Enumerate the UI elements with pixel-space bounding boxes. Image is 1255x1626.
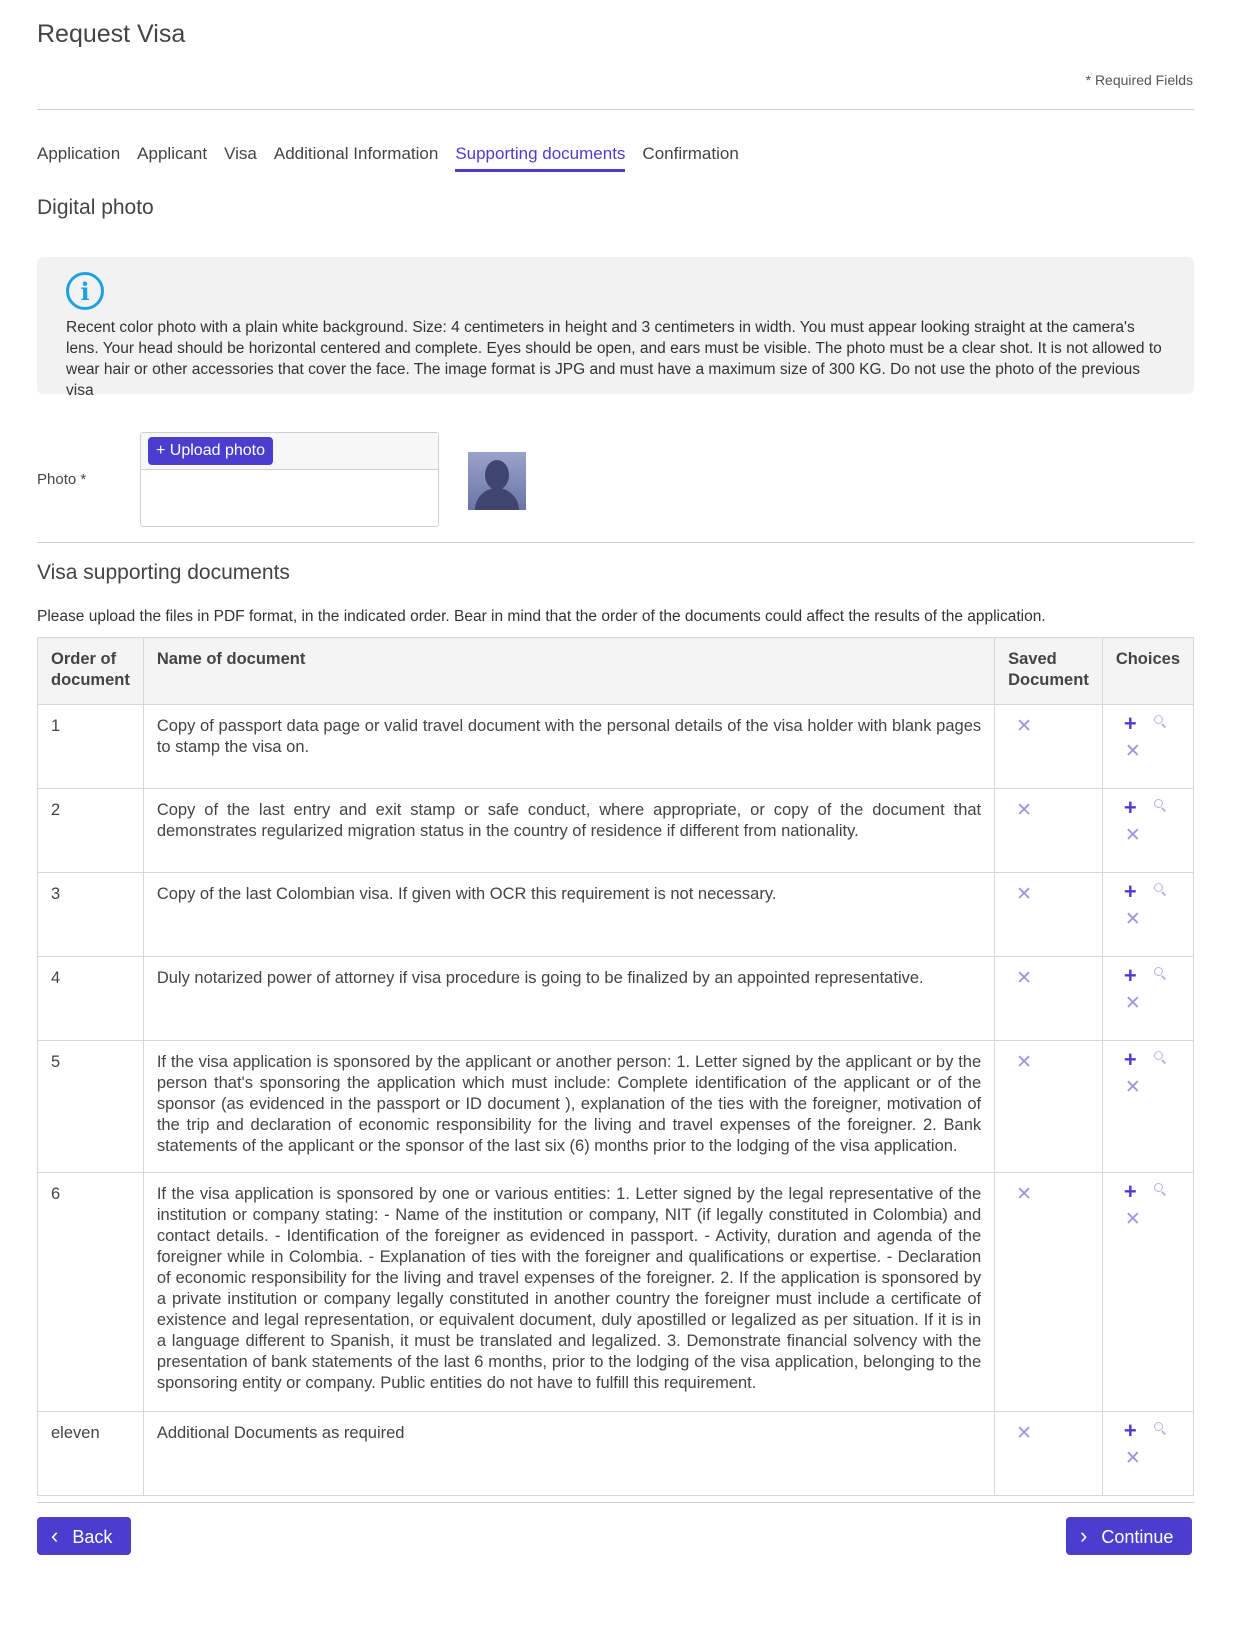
choices-cell	[1102, 705, 1193, 789]
add-document-plus-icon[interactable]: +	[1123, 1418, 1137, 1443]
choices-group	[1116, 1047, 1180, 1104]
choices-cell	[1102, 1173, 1193, 1412]
not-saved-x-icon: ✕	[1016, 716, 1033, 737]
divider	[37, 542, 1194, 543]
table-header-row	[38, 638, 1194, 705]
delete-document-x-icon[interactable]: ✕	[1124, 825, 1141, 846]
upload-instructions: Please upload the files in PDF format, in the indicated order. Bear in mind that the order of the documents could affect the results of the application.	[37, 608, 1046, 625]
document-order: 4	[38, 957, 144, 1041]
table-row	[38, 789, 1194, 873]
document-name: If the visa application is sponsored by the applicant or another person: 1. Letter signed by the applicant or by the person that's sponsoring the application which must include: Complete identification of the applicant or of the sponsor (as evidenced in the passport or ID document ), explanation of the ties with the foreigner, motivation of the trip and declaration of economic responsibility for the living and travel expenses of the foreigner. 2. Bank statements of the applicant or the sponsor of the last six (6) months prior to the lodging of the visa application.	[143, 1041, 994, 1173]
document-name: Additional Documents as required	[143, 1412, 994, 1496]
not-saved-x-icon: ✕	[1016, 1052, 1033, 1073]
saved-document-cell	[995, 1173, 1103, 1412]
not-saved-x-icon: ✕	[1016, 800, 1033, 821]
divider	[37, 109, 1194, 110]
table-row	[38, 705, 1194, 789]
document-name: If the visa application is sponsored by one or various entities: 1. Letter signed by the legal representative of the institution or company stating: - Name of the institution or company, NIT (if legally constituted in Colombia) and contact details. - Identification of the foreigner as evidenced in passport. - Activity, duration and agenda of the foreigner while in Colombia. - Explanation of ties with the foreigner and qualifications or expertise. - Declaration of economic responsibility for the living and travel expenses of the foreigner. 2. If the application is sponsored by a private institution or company legally constituted in another country the foreigner must include a certificate of existence and legal representation, or equivalent document, duly apostilled or legalized as per situation. If it is in a language different to Spanish, it must be translated and legalized. 3. Demonstrate financial solvency with the presentation of bank statements of the last 6 months, prior to the lodging of the visa application, belonging to the sponsoring entity or company. Public entities do not have to fulfill this requirement.	[143, 1173, 994, 1412]
document-order: 2	[38, 789, 144, 873]
avatar-head-shape	[485, 460, 509, 490]
delete-document-x-icon[interactable]: ✕	[1124, 993, 1141, 1014]
column-header-saved: Saved Document	[995, 638, 1103, 705]
saved-document-cell	[995, 1412, 1103, 1496]
search-icon[interactable]	[1154, 1183, 1164, 1193]
choices-group	[1116, 1179, 1180, 1236]
document-order: eleven	[38, 1412, 144, 1496]
delete-document-x-icon[interactable]: ✕	[1124, 909, 1141, 930]
search-icon[interactable]	[1154, 1422, 1164, 1432]
saved-document-cell	[995, 1041, 1103, 1173]
saved-document-cell	[995, 705, 1103, 789]
supporting-documents-heading: Visa supporting documents	[37, 561, 290, 584]
document-name: Duly notarized power of attorney if visa procedure is going to be finalized by an appointed representative.	[143, 957, 994, 1041]
choices-group	[1116, 795, 1180, 852]
upload-photo-button[interactable]	[148, 437, 273, 465]
choices-group	[1116, 1418, 1180, 1475]
photo-info-box	[37, 257, 1194, 399]
add-document-plus-icon[interactable]: +	[1123, 795, 1137, 820]
search-icon[interactable]	[1154, 799, 1164, 809]
table-row	[38, 1412, 1194, 1496]
documents-table	[37, 637, 1194, 1496]
chevron-left-icon: ‹	[51, 1523, 59, 1548]
document-name: Copy of the last Colombian visa. If given with OCR this requirement is not necessary.	[143, 873, 994, 957]
choices-cell	[1102, 789, 1193, 873]
document-order: 5	[38, 1041, 144, 1173]
document-order: 3	[38, 873, 144, 957]
add-document-plus-icon[interactable]: +	[1123, 879, 1137, 904]
choices-cell	[1102, 1412, 1193, 1496]
not-saved-x-icon: ✕	[1016, 1423, 1033, 1444]
continue-button-inner	[1066, 1523, 1174, 1548]
table-row	[38, 1173, 1194, 1412]
column-header-name: Name of document	[143, 638, 994, 705]
document-name: Copy of the last entry and exit stamp or safe conduct, where appropriate, or copy of the document that demonstrates regularized migration status in the country of residence if different from nationality.	[143, 789, 994, 873]
continue-button-label: Continue	[1101, 1527, 1174, 1547]
photo-upload-field[interactable]	[140, 432, 439, 527]
avatar-body-shape	[475, 488, 519, 510]
document-order: 6	[38, 1173, 144, 1412]
document-name: Copy of passport data page or valid travel document with the personal details of the visa holder with blank pages to stamp the visa on.	[143, 705, 994, 789]
photo-label: Photo *	[37, 471, 87, 488]
avatar-placeholder	[468, 452, 526, 510]
saved-document-cell	[995, 873, 1103, 957]
tab-applicant[interactable]: Applicant	[137, 144, 208, 163]
tab-supporting-documents[interactable]: Supporting documents	[455, 144, 625, 172]
tab-confirmation[interactable]: Confirmation	[642, 144, 739, 163]
add-document-plus-icon[interactable]: +	[1123, 963, 1137, 988]
delete-document-x-icon[interactable]: ✕	[1124, 1448, 1141, 1469]
back-button-inner	[37, 1523, 113, 1548]
delete-document-x-icon[interactable]: ✕	[1124, 1209, 1141, 1230]
documents-table-body	[38, 705, 1194, 1496]
page-title: Request Visa	[37, 20, 186, 48]
back-button[interactable]	[37, 1517, 131, 1555]
choices-cell	[1102, 873, 1193, 957]
tab-additional-information[interactable]: Additional Information	[273, 144, 439, 163]
search-icon[interactable]	[1154, 715, 1164, 725]
digital-photo-heading: Digital photo	[37, 196, 154, 219]
choices-group	[1116, 879, 1180, 936]
back-button-label: Back	[72, 1527, 113, 1547]
column-header-choices: Choices	[1102, 638, 1193, 705]
divider	[37, 1502, 1194, 1503]
not-saved-x-icon: ✕	[1016, 884, 1033, 905]
delete-document-x-icon[interactable]: ✕	[1124, 741, 1141, 762]
saved-document-cell	[995, 789, 1103, 873]
table-row	[38, 957, 1194, 1041]
tab-application[interactable]: Application	[37, 144, 121, 163]
not-saved-x-icon: ✕	[1016, 968, 1033, 989]
upload-photo-label: Upload photo	[169, 442, 265, 459]
info-icon: i	[66, 272, 104, 310]
search-icon[interactable]	[1154, 967, 1164, 977]
table-row	[38, 1041, 1194, 1173]
tab-visa[interactable]: Visa	[224, 144, 257, 163]
search-icon[interactable]	[1154, 883, 1164, 893]
upload-header	[141, 433, 438, 470]
continue-button[interactable]	[1066, 1517, 1192, 1555]
tab-bar	[37, 144, 739, 172]
not-saved-x-icon: ✕	[1016, 1184, 1033, 1205]
choices-group	[1116, 711, 1180, 768]
add-document-plus-icon[interactable]: +	[1123, 1047, 1137, 1072]
required-fields-note: * Required Fields	[1085, 72, 1193, 88]
add-document-plus-icon[interactable]: +	[1123, 711, 1137, 736]
document-order: 1	[38, 705, 144, 789]
choices-cell	[1102, 1041, 1193, 1173]
chevron-right-icon: ›	[1080, 1523, 1088, 1548]
search-icon[interactable]	[1154, 1051, 1164, 1061]
choices-cell	[1102, 957, 1193, 1041]
saved-document-cell	[995, 957, 1103, 1041]
delete-document-x-icon[interactable]: ✕	[1124, 1077, 1141, 1098]
table-row	[38, 873, 1194, 957]
photo-info-text: Recent color photo with a plain white background. Size: 4 centimeters in height and 3 centimeters in width. You must appear looking straight at the camera's lens. Your head should be horizontal centered and complete. Eyes should be open, and ears must be visible. The photo must be a clear shot. It is not allowed to wear hair or other accessories that cover the face. The image format is JPG and must have a maximum size of 300 KG. Do not use the photo of the previous visa	[66, 319, 1162, 399]
column-header-order: Order of document	[38, 638, 144, 705]
choices-group	[1116, 963, 1180, 1020]
add-document-plus-icon[interactable]: +	[1123, 1179, 1137, 1204]
plus-icon: +	[156, 442, 170, 459]
